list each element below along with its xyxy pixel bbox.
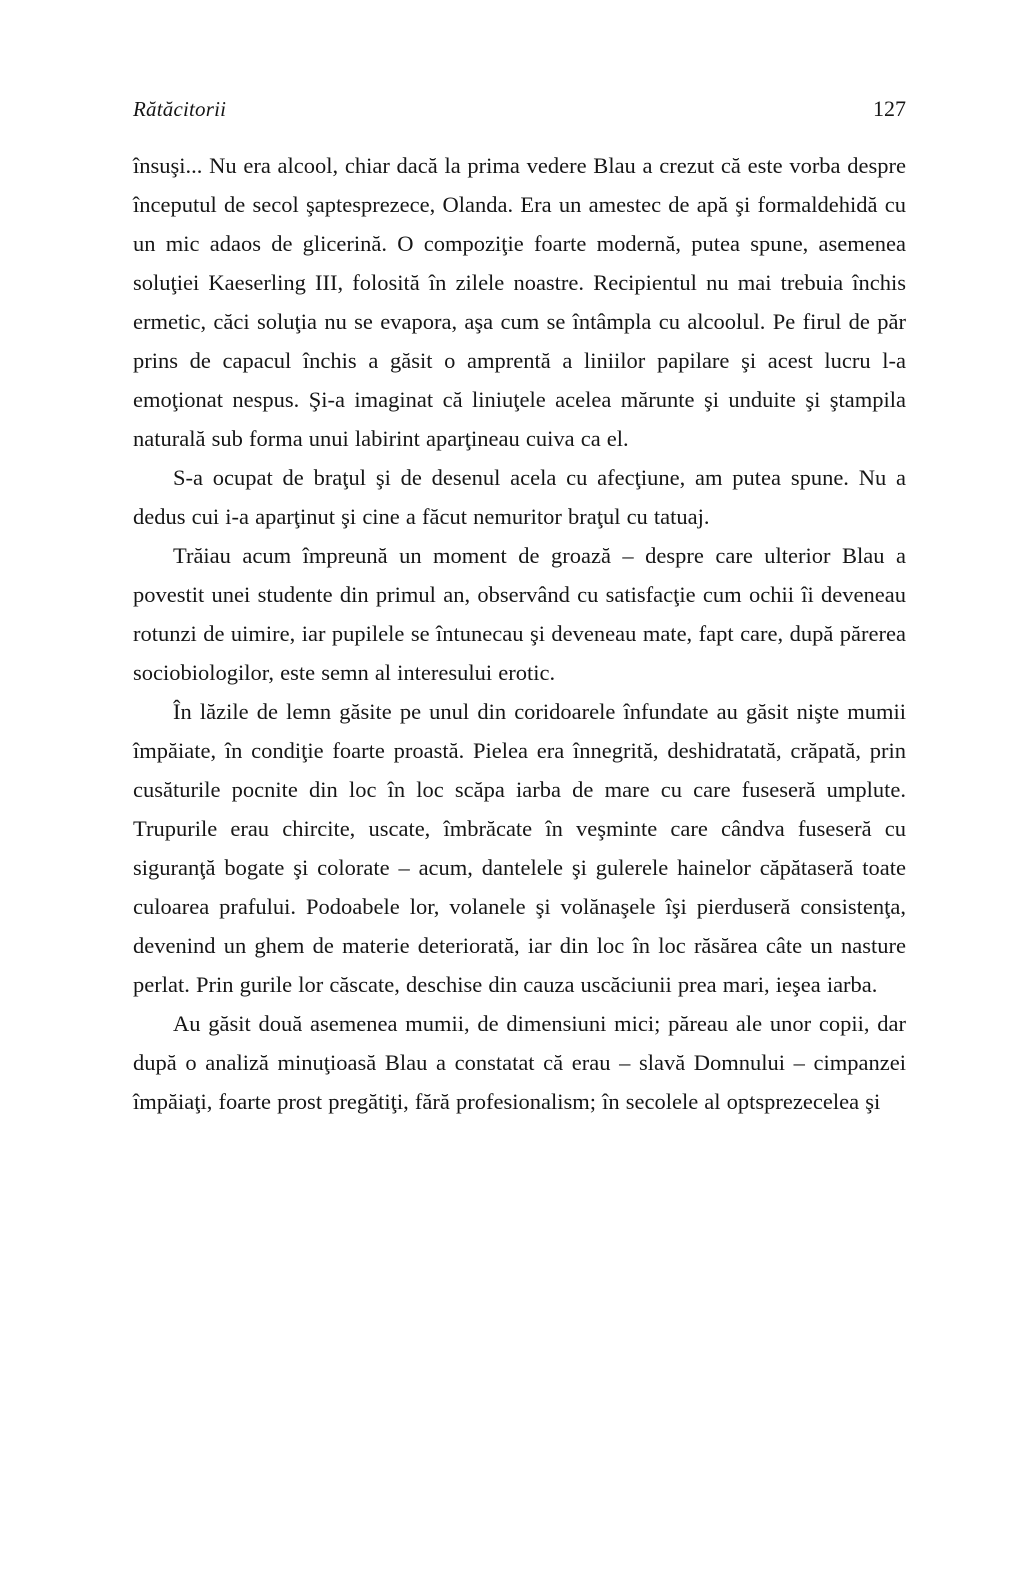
paragraph-3: Trăiau acum împreună un moment de groază – despre care ulterior Blau a povestit unei studente din primul an, observând cu satisfacţie cum ochii îi deveneau rotunzi de uimire, iar pupilele se întunecau şi deveneau mate, fapt care, după părerea sociobiologilor, este semn al interesului erotic. (133, 543, 906, 685)
paragraph-1: însuşi... Nu era alcool, chiar dacă la prima vedere Blau a crezut că este vorba despre începutul de secol şaptesprezece, Olanda. Era un amestec de apă şi formaldehidă cu un mic adaos de glicerină. O compoziţie foarte modernă, putea spune, asemenea soluţiei Kaeserling III, folosită în zilele noastre. Recipientul nu mai trebuia închis ermetic, căci soluţia nu se evapora, aşa cum se întâmpla cu alcoolul. Pe firul de păr prins de capacul închis a găsit o amprentă a liniilor papilare şi acest lucru l-a emoţionat nespus. Şi-a imaginat că liniuţele acelea mărunte şi unduite şi ştampila naturală sub forma unui labirint aparţineau cuiva ca el. (133, 153, 906, 451)
running-header (133, 96, 906, 122)
page-body (133, 146, 906, 1121)
paragraph-4: În lăzile de lemn găsite pe unul din coridoarele înfundate au găsit nişte mumii împăiate, în condiţie foarte proastă. Pielea era înnegrită, deshidratată, crăpată, prin cusăturile pocnite din loc în loc scăpa iarba de mare cu care fuseseră umplute. Trupurile erau chircite, uscate, îmbrăcate în veşminte care cândva fuseseră cu siguranţă bogate şi colorate – acum, dantelele şi gulerele hainelor căpătaseră toate culoarea prafului. Podoabele lor, volanele şi volănaşele îşi pierduseră consistenţa, devenind un ghem de materie deteriorată, iar din loc în loc răsărea câte un nasture perlat. Prin gurile lor căscate, deschise din cauza uscăciunii prea mari, ieşea iarba. (133, 699, 906, 997)
page-number: 127 (873, 96, 906, 121)
running-header-title: Rătăcitorii (133, 97, 227, 121)
paragraph-5: Au găsit două asemenea mumii, de dimensiuni mici; păreau ale unor copii, dar după o analiză minuţioasă Blau a constatat că erau – slavă Domnului – cimpanzei împăiaţi, foarte prost pregătiţi, fără profesionalism; în secolele al optsprezecelea şi (133, 1011, 906, 1114)
paragraph-2: S-a ocupat de braţul şi de desenul acela cu afecţiune, am putea spune. Nu a dedus cui i-a aparţinut şi cine a făcut nemuritor braţul cu tatuaj. (133, 465, 906, 529)
